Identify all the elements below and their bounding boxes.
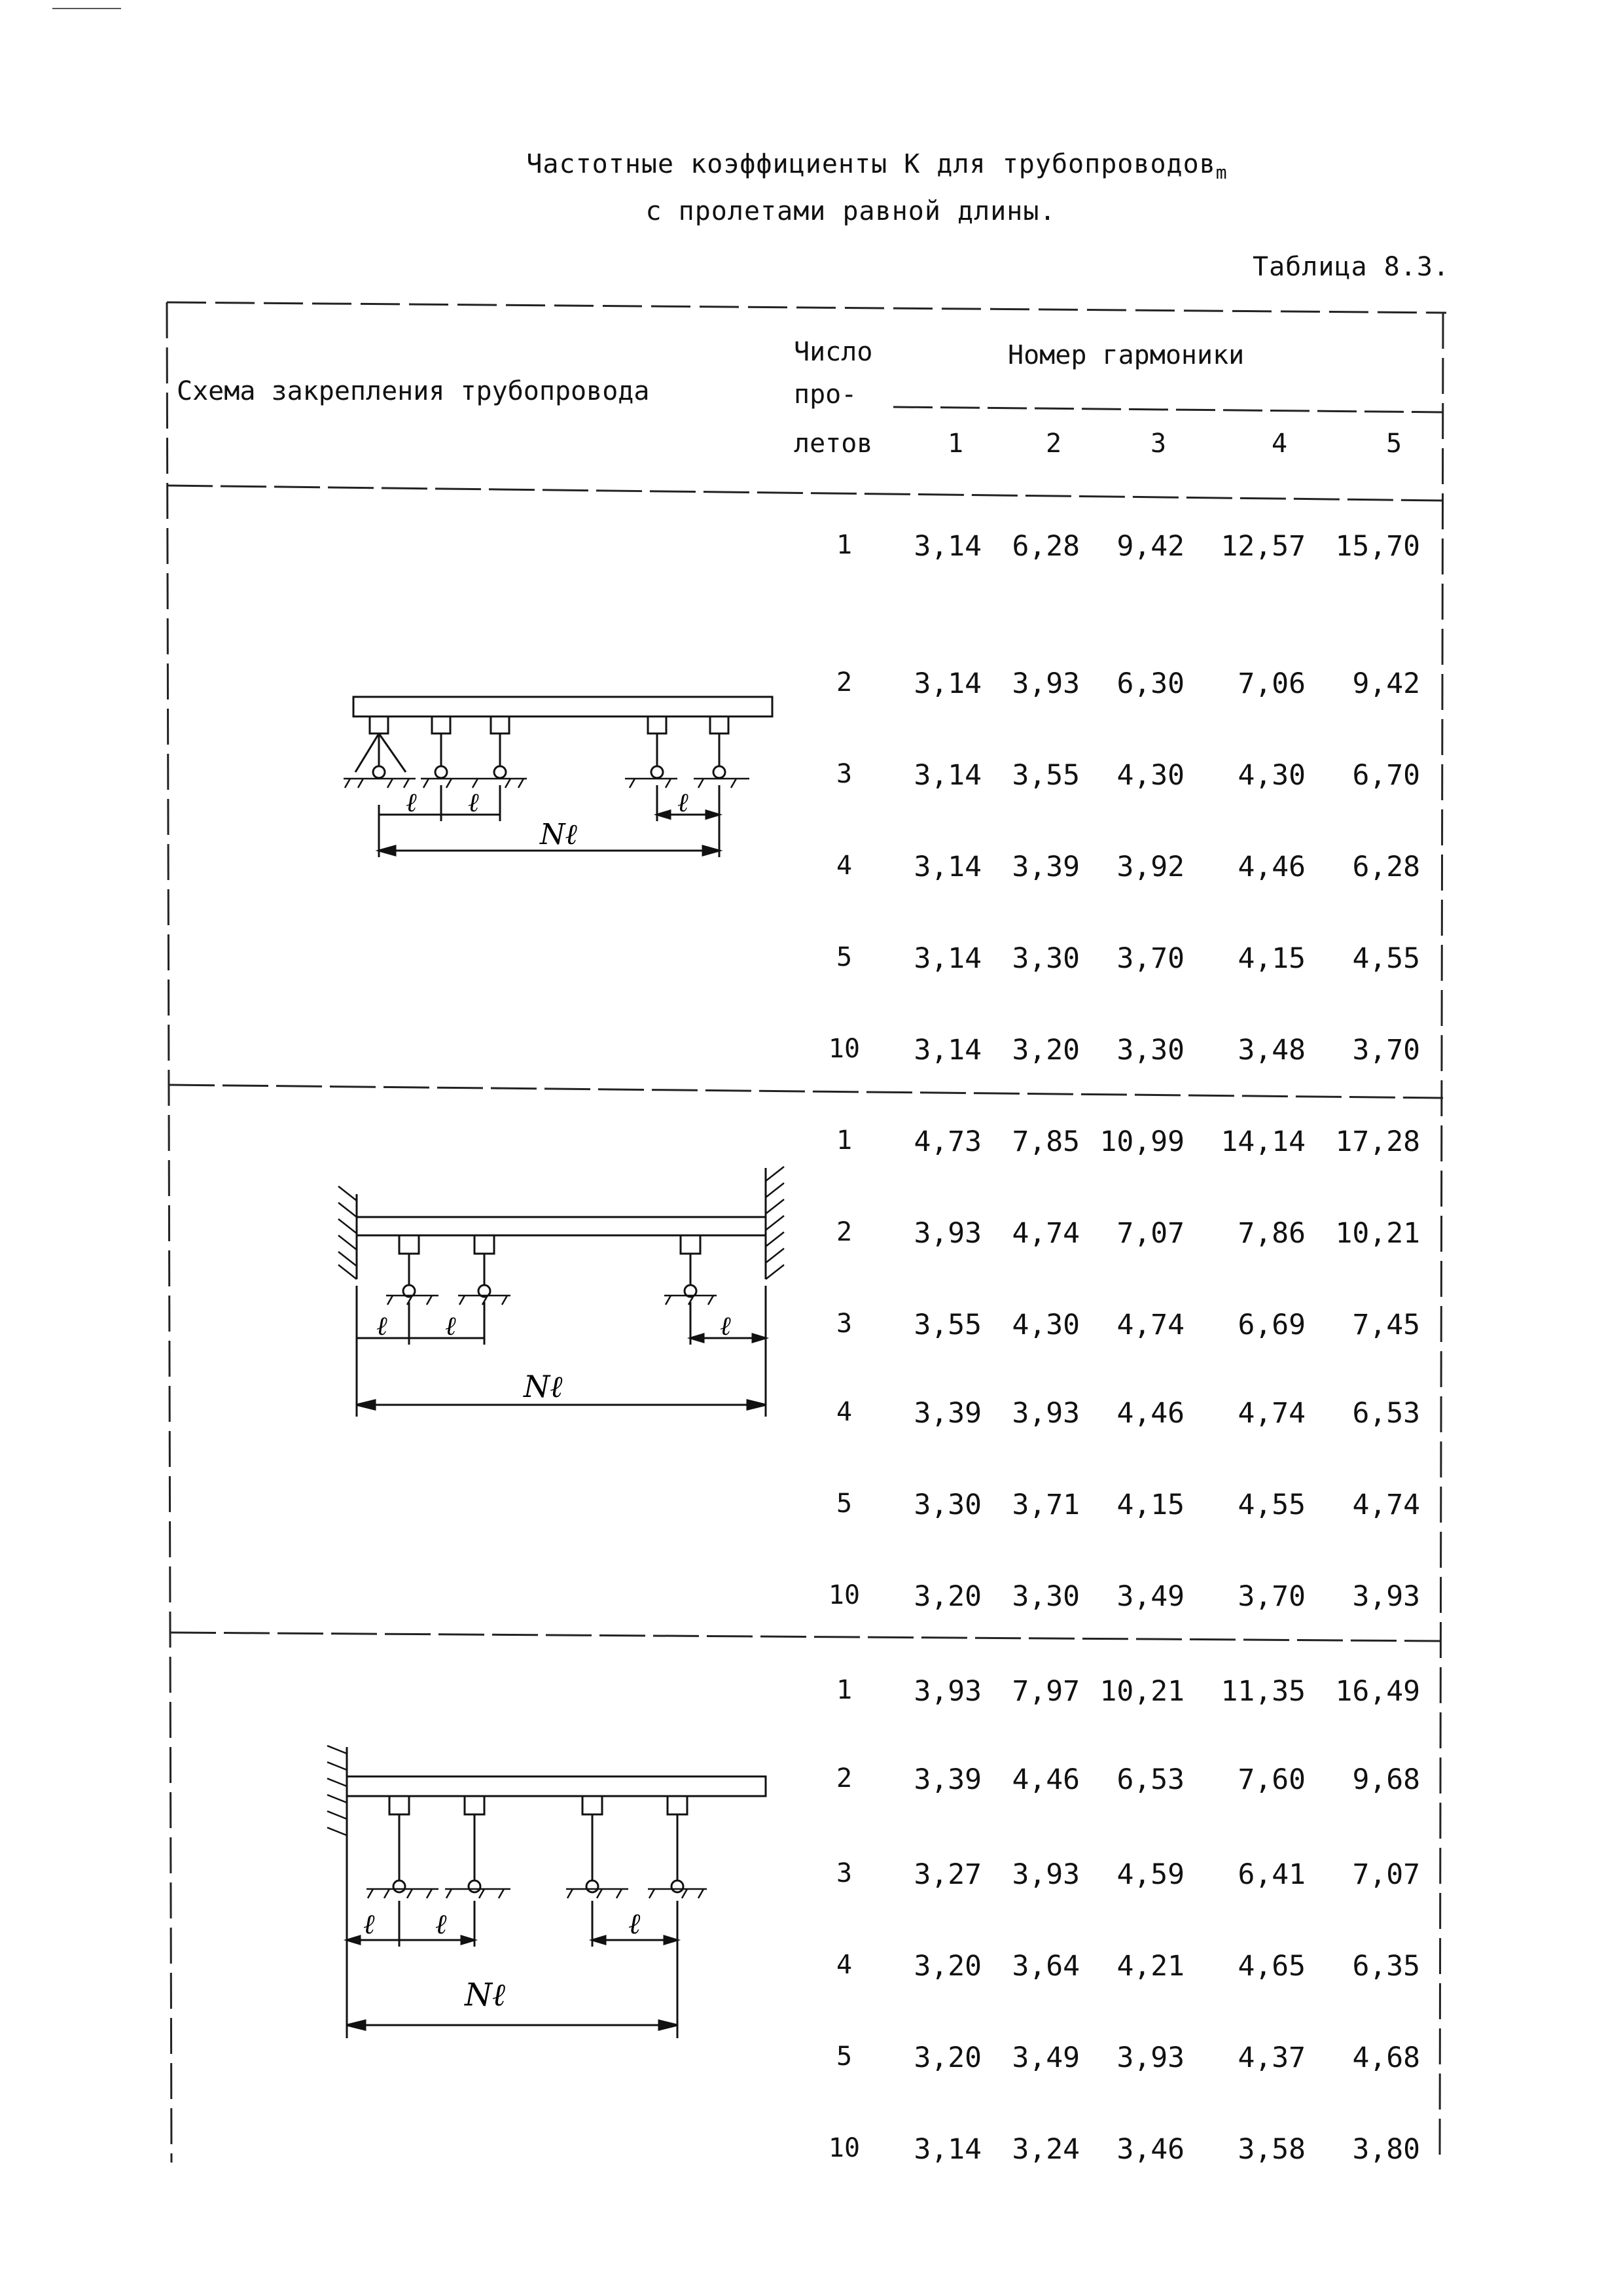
table-cell: 3,92 (1116, 851, 1185, 883)
table-cell: 3,30 (1012, 1580, 1080, 1613)
header-spans-label-3: летов (794, 429, 873, 459)
table-cell: 3,20 (1012, 1034, 1080, 1067)
table-cell: 6,28 (1352, 851, 1420, 883)
table-cell: 3,14 (914, 1034, 982, 1067)
harmonic-header-4: 4 (1271, 429, 1288, 459)
table-cell: 7,60 (1238, 1763, 1306, 1796)
table-cell: 10,21 (1099, 1675, 1185, 1708)
row-span-count: 4 (836, 1950, 853, 1980)
table-cell: 3,30 (1012, 942, 1080, 975)
scheme-3-span-label-a: ℓ (363, 1908, 375, 1940)
row-span-count: 4 (836, 1397, 853, 1427)
table-cell: 3,14 (914, 667, 982, 700)
row-span-count: 10 (828, 2133, 861, 2163)
table-cell: 9,68 (1352, 1763, 1420, 1796)
table-cell: 3,30 (914, 1489, 982, 1521)
table-cell: 7,97 (1012, 1675, 1080, 1708)
table-cell: 3,49 (1012, 2041, 1080, 2074)
table-cell: 11,35 (1221, 1675, 1306, 1708)
harmonic-header-2: 2 (1045, 429, 1062, 459)
scheme-2-span-label-c: ℓ (720, 1311, 731, 1341)
scheme-1-span-label-c: ℓ (677, 788, 688, 818)
table-cell: 3,71 (1012, 1489, 1080, 1521)
table-cell: 10,99 (1099, 1125, 1185, 1158)
row-span-count: 5 (836, 2041, 853, 2072)
table-cell: 3,93 (1012, 1397, 1080, 1430)
table-cell: 3,20 (914, 2041, 982, 2074)
table-cell: 4,74 (1352, 1489, 1420, 1521)
page-title: Частотные коэффициенты K для трубопроводов$_m$ (526, 149, 1228, 183)
table-cell: 6,53 (1116, 1763, 1185, 1796)
table-cell: 6,53 (1352, 1397, 1420, 1430)
table-number: Таблица 8.3. (1253, 252, 1450, 282)
table-cell: 15,70 (1335, 530, 1420, 563)
table-cell: 7,86 (1238, 1217, 1306, 1250)
table-cell: 3,14 (914, 759, 982, 792)
row-span-count: 1 (836, 1675, 853, 1705)
table-cell: 3,70 (1116, 942, 1185, 975)
table-cell: 16,49 (1335, 1675, 1420, 1708)
table-cell: 3,58 (1238, 2133, 1306, 2166)
table-cell: 3,48 (1238, 1034, 1306, 1067)
table-cell: 4,74 (1238, 1397, 1306, 1430)
row-span-count: 3 (836, 759, 853, 789)
table-cell: 6,30 (1116, 667, 1185, 700)
table-cell: 4,74 (1116, 1309, 1185, 1341)
scheme-1-span-label-b: ℓ (468, 788, 479, 818)
table-cell: 4,59 (1116, 1858, 1185, 1891)
row-span-count: 5 (836, 1489, 853, 1519)
title-subscript: m (1215, 162, 1228, 183)
table-cell: 3,93 (1012, 1858, 1080, 1891)
table-cell: 3,93 (1352, 1580, 1420, 1613)
scheme-3-span-label-b: ℓ (435, 1908, 447, 1940)
row-span-count: 10 (828, 1034, 861, 1064)
table-cell: 4,55 (1238, 1489, 1306, 1521)
row-span-count: 2 (836, 1217, 853, 1247)
table-cell: 4,73 (914, 1125, 982, 1158)
table-cell: 7,85 (1012, 1125, 1080, 1158)
row-span-count: 5 (836, 942, 853, 972)
scheme-2-span-label-b: ℓ (445, 1311, 456, 1341)
table-cell: 3,14 (914, 942, 982, 975)
table-cell: 3,39 (914, 1763, 982, 1796)
scheme-2-total-label: Nℓ (524, 1369, 563, 1404)
table-cell: 3,39 (914, 1397, 982, 1430)
table-cell: 7,06 (1238, 667, 1306, 700)
table-cell: 4,30 (1116, 759, 1185, 792)
table-cell: 6,35 (1352, 1950, 1420, 1983)
table-cell: 4,37 (1238, 2041, 1306, 2074)
table-cell: 3,30 (1116, 1034, 1185, 1067)
header-scheme-label: Схема закрепления трубопровода (177, 376, 650, 406)
row-span-count: 3 (836, 1309, 853, 1339)
scheme-2-drawing (327, 1155, 812, 1430)
table-cell: 4,46 (1238, 851, 1306, 883)
table-cell: 3,39 (1012, 851, 1080, 883)
table-cell: 4,30 (1238, 759, 1306, 792)
table-cell: 4,15 (1116, 1489, 1185, 1521)
harmonic-header-3: 3 (1150, 429, 1167, 459)
table-cell: 4,15 (1238, 942, 1306, 975)
row-span-count: 2 (836, 667, 853, 698)
table-cell: 4,30 (1012, 1309, 1080, 1341)
scheme-3-drawing (308, 1737, 779, 2058)
table-cell: 7,45 (1352, 1309, 1420, 1341)
table-cell: 17,28 (1335, 1125, 1420, 1158)
row-span-count: 3 (836, 1858, 853, 1888)
table-cell: 4,55 (1352, 942, 1420, 975)
table-cell: 4,46 (1116, 1397, 1185, 1430)
table-cell: 3,14 (914, 851, 982, 883)
header-spans-label-2: про- (794, 380, 857, 410)
row-span-count: 1 (836, 1125, 853, 1156)
table-cell: 3,93 (1012, 667, 1080, 700)
scheme-3-total-label: Nℓ (465, 1977, 505, 2013)
table-cell: 3,70 (1352, 1034, 1420, 1067)
table-cell: 14,14 (1221, 1125, 1306, 1158)
table-cell: 3,93 (914, 1675, 982, 1708)
row-span-count: 2 (836, 1763, 853, 1793)
table-cell: 4,65 (1238, 1950, 1306, 1983)
table-cell: 3,64 (1012, 1950, 1080, 1983)
scheme-2-span-label-a: ℓ (376, 1311, 387, 1341)
table-cell: 12,57 (1221, 530, 1306, 563)
table-cell: 6,70 (1352, 759, 1420, 792)
table-cell: 3,93 (1116, 2041, 1185, 2074)
corner-rule (52, 8, 121, 9)
row-span-count: 10 (828, 1580, 861, 1610)
table-cell: 7,07 (1352, 1858, 1420, 1891)
table-cell: 9,42 (1116, 530, 1185, 563)
table-cell: 9,42 (1352, 667, 1420, 700)
row-span-count: 1 (836, 530, 853, 560)
table-cell: 7,07 (1116, 1217, 1185, 1250)
table-cell: 3,49 (1116, 1580, 1185, 1613)
table-cell: 3,14 (914, 2133, 982, 2166)
scheme-1-drawing (344, 680, 789, 870)
table-cell: 3,46 (1116, 2133, 1185, 2166)
table-cell: 3,20 (914, 1580, 982, 1613)
header-spans-label-1: Число (794, 337, 873, 367)
scheme-1-span-label-a: ℓ (406, 788, 417, 818)
row-span-count: 4 (836, 851, 853, 881)
table-cell: 4,46 (1012, 1763, 1080, 1796)
table-cell: 4,68 (1352, 2041, 1420, 2074)
table-cell: 3,14 (914, 530, 982, 563)
table-cell: 3,20 (914, 1950, 982, 1983)
page-subtitle: с пролетами равной длины. (645, 196, 1056, 226)
table-cell: 3,93 (914, 1217, 982, 1250)
scheme-3-span-label-c: ℓ (628, 1907, 641, 1941)
harmonic-header-5: 5 (1385, 429, 1402, 459)
table-cell: 3,55 (914, 1309, 982, 1341)
table-cell: 6,28 (1012, 530, 1080, 563)
table-cell: 6,41 (1238, 1858, 1306, 1891)
harmonic-header-1: 1 (947, 429, 964, 459)
scheme-1-total-label: Nℓ (540, 818, 577, 851)
table-cell: 6,69 (1238, 1309, 1306, 1341)
table-cell: 3,80 (1352, 2133, 1420, 2166)
table-cell: 4,21 (1116, 1950, 1185, 1983)
table-cell: 3,24 (1012, 2133, 1080, 2166)
header-harmonic-label: Номер гармоники (1008, 340, 1245, 370)
table-cell: 4,74 (1012, 1217, 1080, 1250)
table-cell: 3,55 (1012, 759, 1080, 792)
table-cell: 3,70 (1238, 1580, 1306, 1613)
table-cell: 3,27 (914, 1858, 982, 1891)
table-cell: 10,21 (1335, 1217, 1420, 1250)
